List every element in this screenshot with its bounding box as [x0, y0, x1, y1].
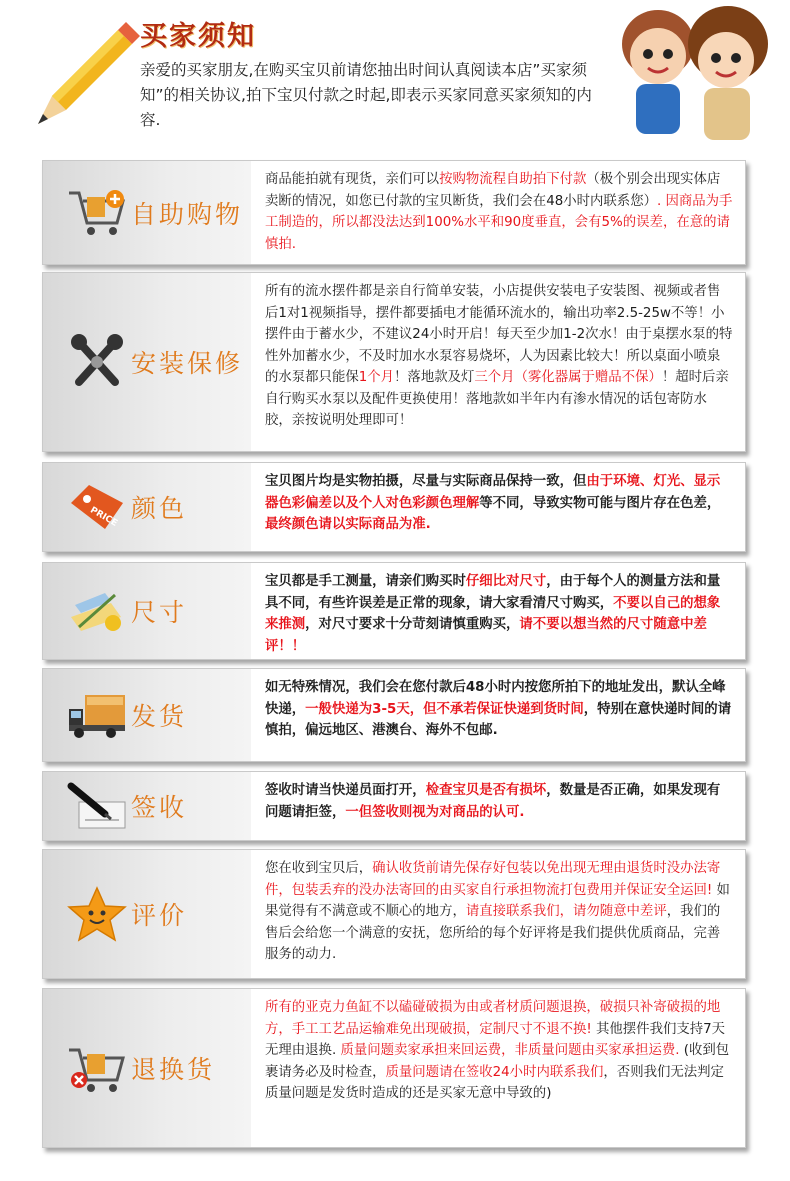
tools-icon: [65, 334, 129, 390]
ruler-icon: [65, 583, 129, 639]
smiling-star-icon: [65, 886, 129, 942]
notice-header: [0, 0, 790, 150]
svg-text:PRICE: PRICE: [88, 505, 119, 529]
section-shipping: [42, 668, 746, 762]
section-text: 商品能拍就有现货，亲们可以按购物流程自助拍下付款（极个别会出现实体店卖断的情况，如您已付款的宝贝断货，我们会在48小时内联系您）. 因商品为手工制造的，所以都没法达到100%水平和90度垂直，会有5%的误差，在意的请慎拍.: [265, 172, 733, 252]
section-label: 退换货: [131, 1055, 216, 1084]
section-label: 尺寸: [131, 598, 188, 627]
section-label: 签收: [131, 793, 188, 822]
section-label: 评价: [131, 901, 188, 930]
shopping-cart-add-icon: [65, 185, 129, 241]
intro-text: 亲爱的买家朋友,在购买宝贝前请您抽出时间认真阅读本店”买家须知”的相关协议,拍下宝贝付款之时起,即表示买家同意买家须知的内容.: [140, 61, 592, 129]
section-return-exchange: [42, 988, 746, 1148]
pen-signature-icon: [65, 778, 129, 834]
section-text: 所有的亚克力鱼缸不以磕碰破损为由或者材质问题退换，破损只补寄破损的地方，手工工艺品运输难免出现破损，定制尺寸不退不换! 其他摆件我们支持7天无理由退换. 质量问题卖家承担来回运费，非质量问题由买家承担运费. (收到包裹请务必及时检查，质量问题请在签收24小时内联系我们，否则我们无法判定质量问题是发货时造成的还是买家无意中导致的): [265, 1000, 730, 1101]
section-sign-receipt: [42, 771, 746, 841]
cartoon-kids-illustration: [600, 4, 780, 150]
delivery-truck-icon: [65, 687, 129, 743]
section-size: [42, 562, 746, 660]
section-label: 颜色: [131, 494, 188, 523]
pencil-icon: [30, 22, 140, 132]
page-title: 买家须知: [140, 21, 256, 52]
cart-return-icon: [65, 1040, 129, 1096]
section-self-service-shopping: [42, 160, 746, 265]
section-text: 宝贝都是手工测量，请亲们购买时仔细比对尺寸，由于每个人的测量方法和量具不同，有些许误差是正常的现象，请大家看清尺寸购买，不要以自己的想象来推测，对尺寸要求十分苛刻请慎重购买，请不要以想当然的尺寸随意中差评！！: [265, 574, 721, 654]
price-tag-icon: [65, 479, 129, 535]
section-text: 签收时请当快递员面打开，检查宝贝是否有损坏，数量是否正确，如果发现有问题请拒签，一但签收则视为对商品的认可.: [265, 783, 721, 820]
section-color: [42, 462, 746, 552]
section-installation-warranty: [42, 272, 746, 452]
section-text: 如无特殊情况，我们会在您付款后48小时内按您所拍下的地址发出，默认全峰快递，一般快递为3-5天，但不承若保证快递到货时间，特别在意快递时间的请慎拍，偏远地区、港澳台、海外不包邮.: [265, 680, 732, 738]
section-label: 安装保修: [131, 349, 244, 378]
section-text: 宝贝图片均是实物拍摄，尽量与实际商品保持一致，但由于环境、灯光、显示器色彩偏差以及个人对色彩颜色理解等不同，导致实物可能与图片存在色差，最终颜色请以实际商品为准.: [265, 474, 721, 532]
section-review: [42, 849, 746, 979]
section-label: 自助购物: [131, 199, 244, 229]
section-text: 您在收到宝贝后，确认收货前请先保存好包装以免出现无理由退货时没办法寄件，包装丢弃的没办法寄回的由买家自行承担物流打包费用并保证安全运回! 如果觉得有不满意或不顺心的地方，请直接联系我们，请勿随意中差评，我们的售后会给您一个满意的安抚，您所给的每个好评将是我们提供优质商品，完善服务的动力.: [265, 861, 730, 962]
section-text: 所有的流水摆件都是亲自行简单安装，小店提供安装电子安装图、视频或者售后1对1视频指导，摆件都要插电才能循环流水的，输出功率2.5-25w不等！小摆件由于蓄水少，不建议24小时开启！每天至少加1-2次水！由于桌摆水泵的特性外加蓄水少，不及时加水水泵容易烧坏，人为因素比较大！所以桌面小喷泉的水泵都只能保1个月！落地款及灯三个月（雾化器属于赠品不保）！超时后亲自行购买水泵以及配件更换使用！落地款如半年内有渗水情况的话包寄防水胶，亲按说明处理即可！: [265, 284, 733, 428]
section-label: 发货: [131, 702, 188, 731]
